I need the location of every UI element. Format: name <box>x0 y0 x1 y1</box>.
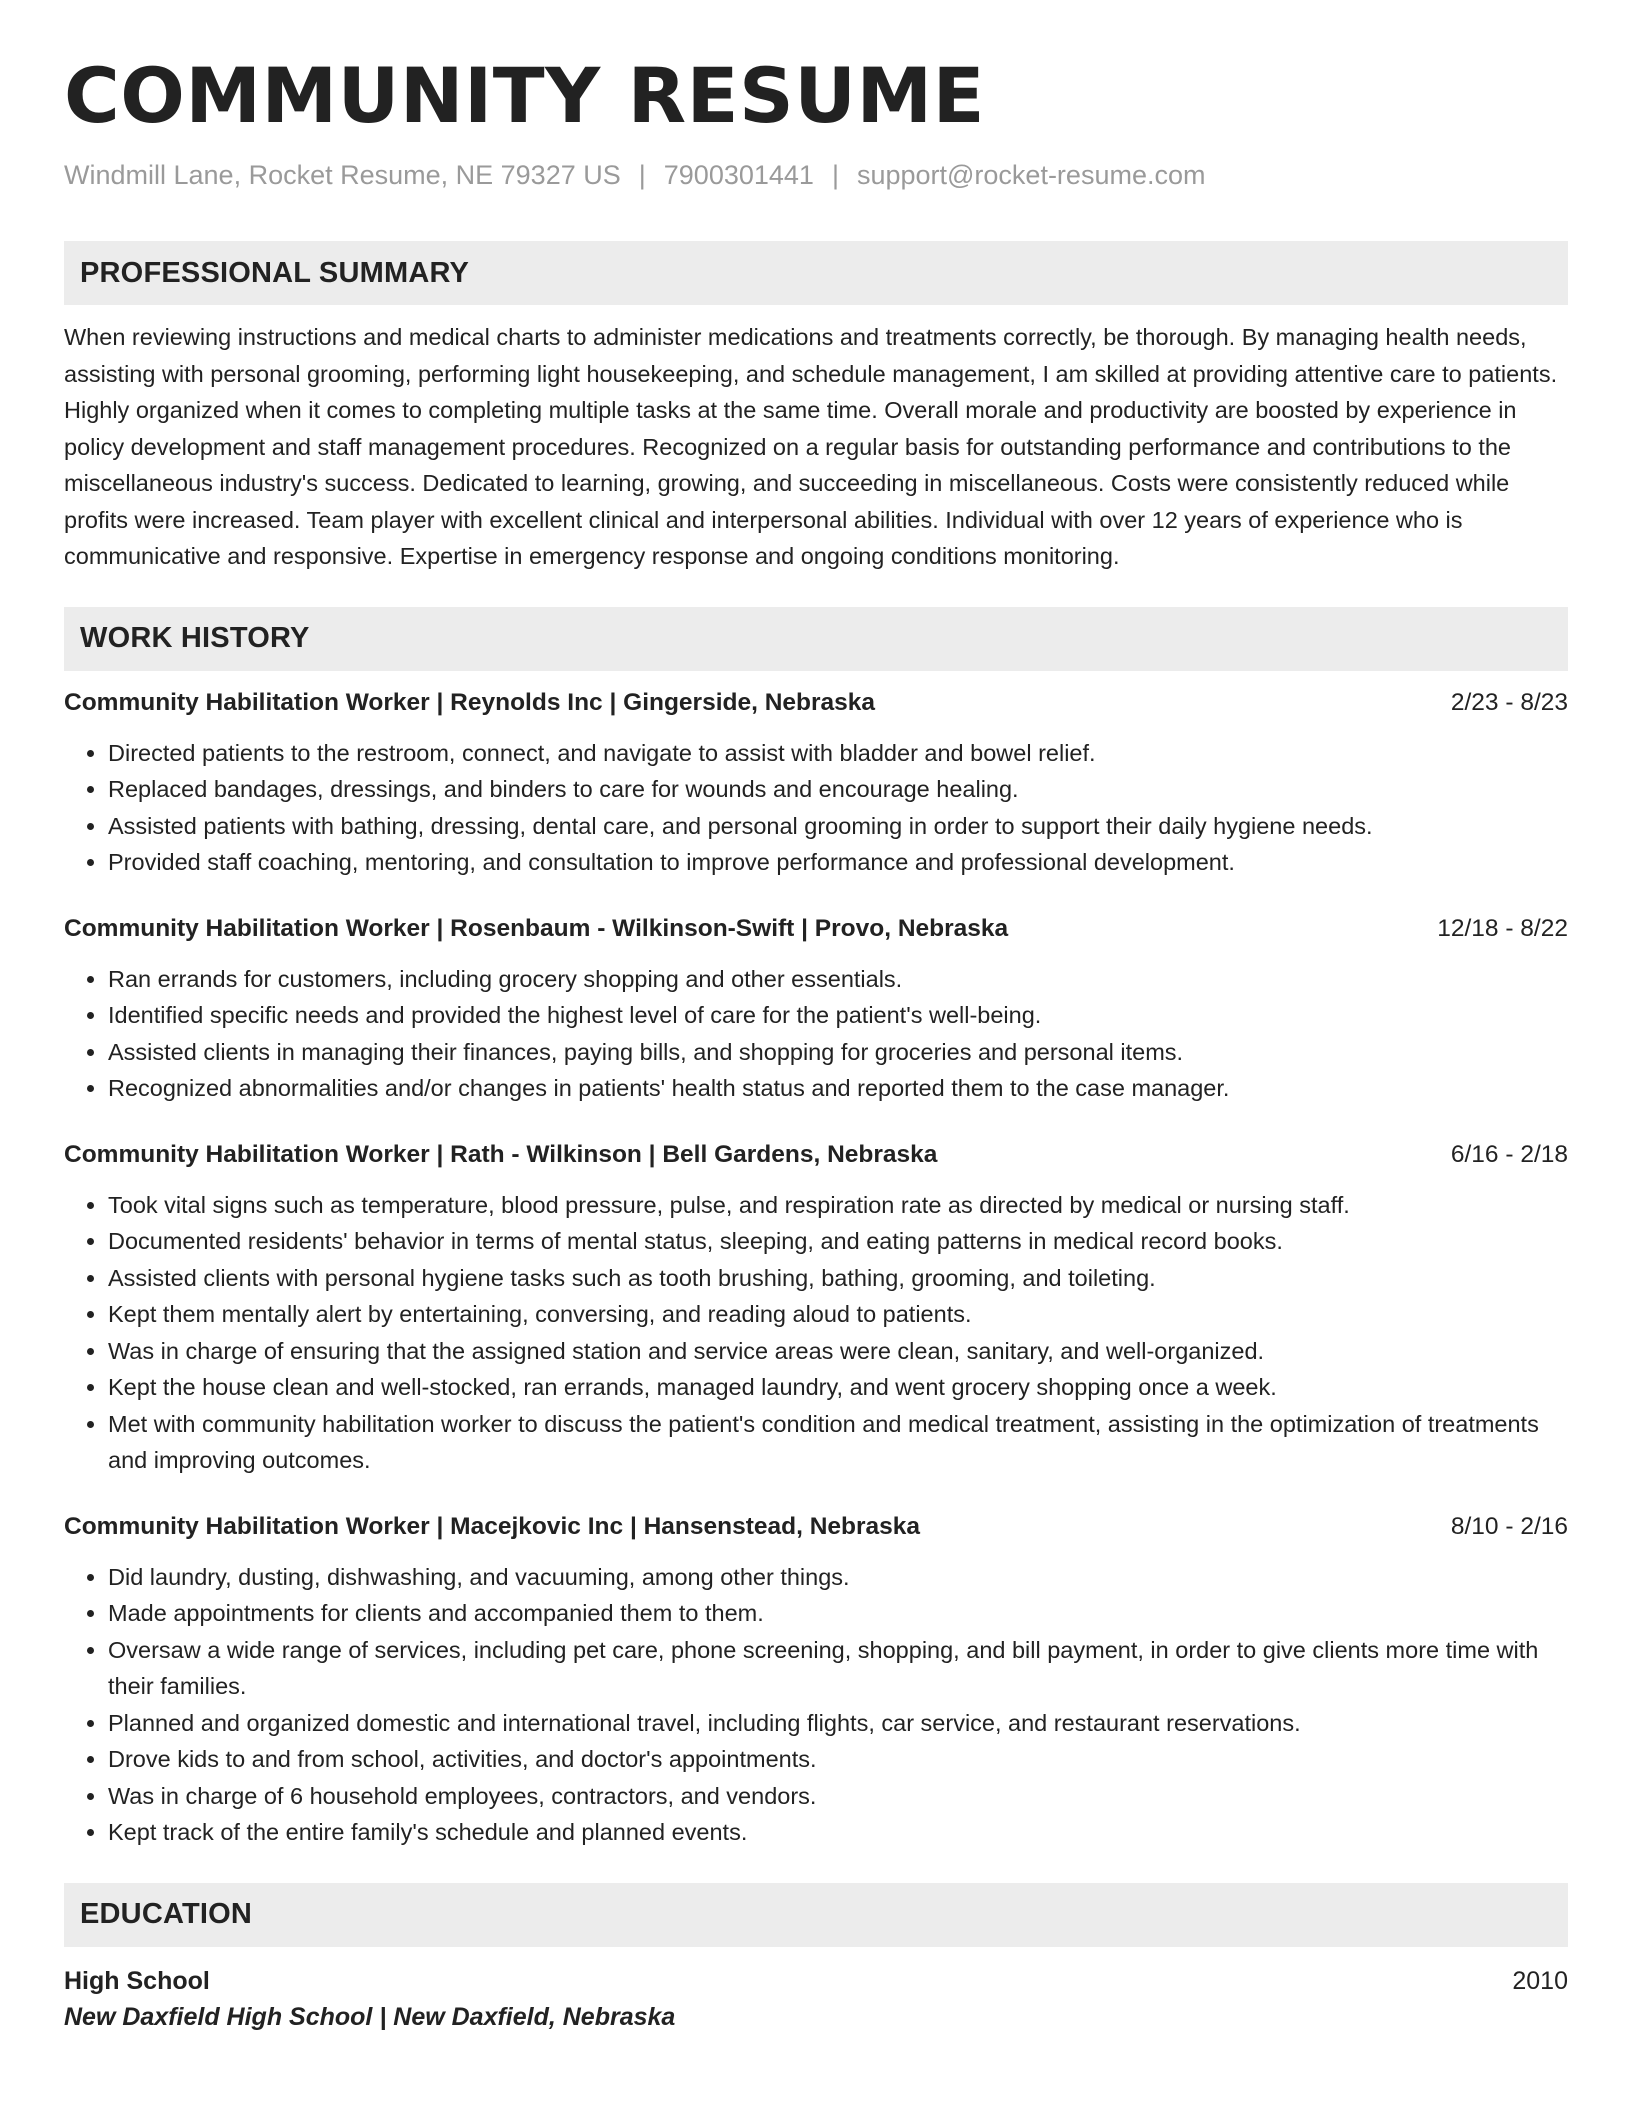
education-header <box>64 1963 1568 1999</box>
job-bullet: • Drove kids to and from school, activities, and doctor's appointments. <box>108 1741 1568 1778</box>
job-bullet: • Kept track of the entire family's schedule and planned events. <box>108 1814 1568 1851</box>
job-bullet: • Assisted clients in managing their finances, paying bills, and shopping for groceries and personal items. <box>108 1034 1568 1071</box>
job-bullet: • Directed patients to the restroom, connect, and navigate to assist with bladder and bowel relief. <box>108 735 1568 772</box>
job-header <box>64 913 1568 945</box>
job-bullet: • Ran errands for customers, including grocery shopping and other essentials. <box>108 961 1568 998</box>
job-bullet: • Did laundry, dusting, dishwashing, and vacuuming, among other things. <box>108 1559 1568 1596</box>
resume-name: COMMUNITY RESUME <box>64 51 986 140</box>
contact-line <box>64 160 1568 191</box>
job-bullets <box>64 735 1568 881</box>
job-dates: 2/23 - 8/23 <box>1450 688 1568 716</box>
job-dates: 12/18 - 8/22 <box>1437 914 1568 942</box>
job-entry <box>64 913 1568 1107</box>
job-title: Community Habilitation Worker | Rath - Wilkinson | Bell Gardens, Nebraska <box>64 1140 938 1168</box>
contact-address: Windmill Lane, Rocket Resume, NE 79327 US <box>64 160 621 190</box>
job-entry <box>64 1511 1568 1851</box>
contact-separator: | <box>638 160 646 190</box>
job-bullet: • Was in charge of 6 household employees, contractors, and vendors. <box>108 1778 1568 1815</box>
education-year: 2010 <box>1512 1966 1568 1995</box>
education-degree: High School <box>64 1966 210 1995</box>
job-bullet: • Assisted clients with personal hygiene tasks such as tooth brushing, bathing, grooming, and toileting. <box>108 1260 1568 1297</box>
job-bullet: • Oversaw a wide range of services, including pet care, phone screening, shopping, and bill payment, in order to give clients more time with their families. <box>108 1632 1568 1705</box>
job-bullet: • Met with community habilitation worker to discuss the patient's condition and medical treatment, assisting in the optimization of treatments and improving outcomes. <box>108 1406 1568 1479</box>
job-header <box>64 1511 1568 1543</box>
summary-text: When reviewing instructions and medical charts to administer medications and treatments correctly, be thorough. By managing health needs, assisting with personal grooming, performing light housekeeping, and schedule management, I am skilled at providing attentive care to patients. Highly organized when it comes to completing multiple tasks at the same time. Overall morale and productivity are boosted by experience in policy development and staff management procedures. Recognized on a regular basis for outstanding performance and contributions to the miscellaneous industry's success. Dedicated to learning, growing, and succeeding in miscellaneous. Costs were consistently reduced while profits were increased. Team player with excellent clinical and interpersonal abilities. Individual with over 12 years of experience who is communicative and responsive. Expertise in emergency response and ongoing conditions monitoring. <box>64 324 1558 569</box>
job-bullet: • Replaced bandages, dressings, and binders to care for wounds and encourage healing. <box>108 771 1568 808</box>
job-bullet: • Identified specific needs and provided the highest level of care for the patient's well-being. <box>108 997 1568 1034</box>
job-title: Community Habilitation Worker | Rosenbaum - Wilkinson-Swift | Provo, Nebraska <box>64 914 1009 942</box>
job-dates: 6/16 - 2/18 <box>1450 1140 1568 1168</box>
contact-phone: 7900301441 <box>663 160 814 190</box>
section-heading-work: WORK HISTORY <box>64 607 1568 671</box>
job-bullet: • Took vital signs such as temperature, blood pressure, pulse, and respiration rate as directed by medical or nursing staff. <box>108 1187 1568 1224</box>
job-bullets <box>64 961 1568 1107</box>
job-bullet: • Assisted patients with bathing, dressing, dental care, and personal grooming in order to support their daily hygiene needs. <box>108 808 1568 845</box>
job-bullets <box>64 1559 1568 1851</box>
job-title: Community Habilitation Worker | Macejkovic Inc | Hansenstead, Nebraska <box>64 1512 921 1540</box>
education-school: New Daxfield High School | New Daxfield, Nebraska <box>64 2002 676 2031</box>
job-bullet: • Made appointments for clients and accompanied them to them. <box>108 1595 1568 1632</box>
job-bullet: • Planned and organized domestic and international travel, including flights, car service, and restaurant reservations. <box>108 1705 1568 1742</box>
section-heading-summary: PROFESSIONAL SUMMARY <box>64 241 1568 305</box>
job-entry <box>64 1139 1568 1479</box>
job-bullet: • Kept the house clean and well-stocked, ran errands, managed laundry, and went grocery shopping once a week. <box>108 1369 1568 1406</box>
job-header <box>64 1139 1568 1171</box>
contact-email: support@rocket-resume.com <box>856 160 1206 190</box>
job-entry <box>64 687 1568 881</box>
job-dates: 8/10 - 2/16 <box>1450 1512 1568 1540</box>
job-bullet: • Recognized abnormalities and/or changes in patients' health status and reported them to the case manager. <box>108 1070 1568 1107</box>
job-bullet: • Documented residents' behavior in terms of mental status, sleeping, and eating patterns in medical record books. <box>108 1223 1568 1260</box>
job-title: Community Habilitation Worker | Reynolds Inc | Gingerside, Nebraska <box>64 688 876 716</box>
education-entry <box>64 1963 1568 2035</box>
job-header <box>64 687 1568 719</box>
job-bullets <box>64 1187 1568 1479</box>
job-bullet: • Was in charge of ensuring that the assigned station and service areas were clean, sanitary, and well-organized. <box>108 1333 1568 1370</box>
job-bullet: • Kept them mentally alert by entertaining, conversing, and reading aloud to patients. <box>108 1296 1568 1333</box>
section-heading-education: EDUCATION <box>64 1883 1568 1947</box>
job-bullet: • Provided staff coaching, mentoring, and consultation to improve performance and professional development. <box>108 844 1568 881</box>
contact-separator: | <box>831 160 839 190</box>
